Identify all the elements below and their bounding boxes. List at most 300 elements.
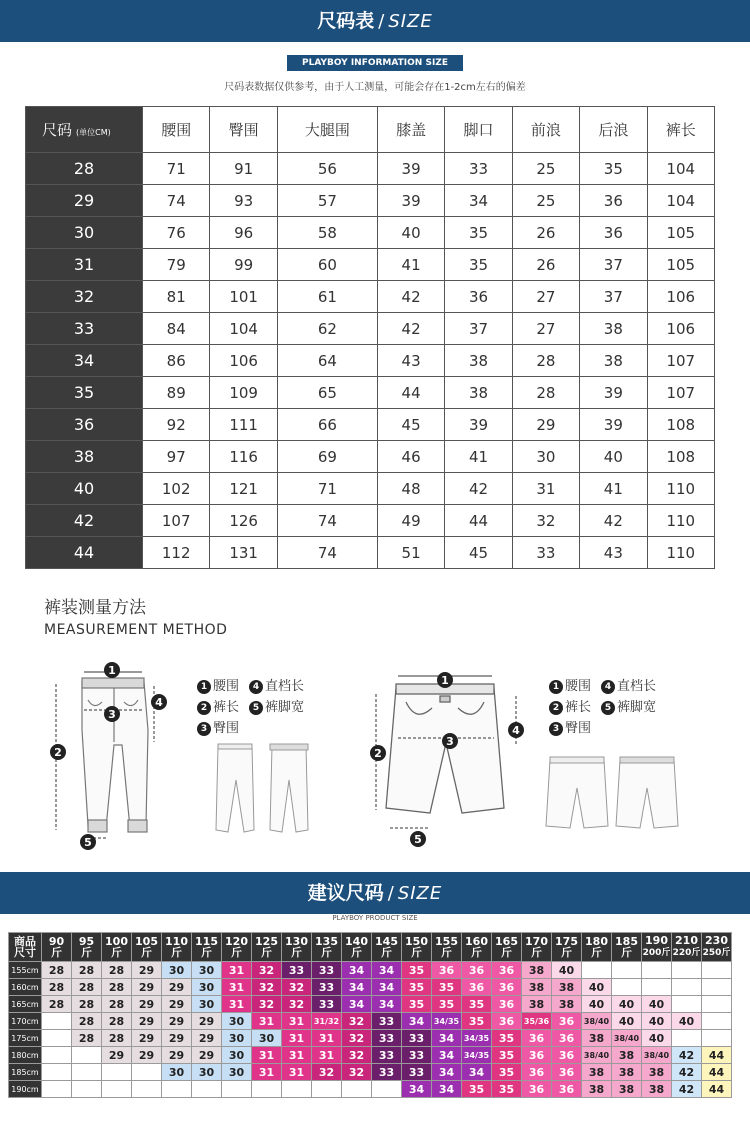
size-cell: 86: [143, 345, 210, 377]
rec-cell: 32: [342, 1030, 372, 1047]
measurement-title: 裤装测量方法: [44, 598, 146, 618]
rec-cell: 33: [372, 1047, 402, 1064]
rec-cell: [672, 962, 702, 979]
size-cell: 37: [580, 249, 647, 281]
marker-1: 1: [108, 664, 116, 677]
height-label: 190cm: [9, 1081, 42, 1098]
weight-value: 100: [105, 935, 128, 948]
legend-rise: 直档长: [265, 679, 305, 694]
table-row: [26, 185, 715, 217]
rec-cell: 36: [522, 1030, 552, 1047]
rec-cell: 38: [642, 1081, 672, 1098]
rec-cell: [222, 1081, 252, 1098]
rec-cell: 29: [132, 962, 162, 979]
weight-unit: 斤: [531, 946, 542, 959]
size-cell: 28: [512, 345, 579, 377]
rec-cell: 40: [582, 979, 612, 996]
size-label: 30: [26, 217, 143, 249]
rec-cell: 38/40: [642, 1047, 672, 1064]
size-header-cell: [26, 107, 143, 153]
size-cell: 41: [377, 249, 444, 281]
size-cell: 35: [445, 249, 512, 281]
size-cell: 37: [445, 313, 512, 345]
table-row: [9, 979, 732, 996]
rec-corner-top: 商品: [14, 935, 36, 948]
weight-unit: 斤: [381, 946, 392, 959]
rec-cell: 38: [522, 962, 552, 979]
rec-cell: 38: [552, 979, 582, 996]
rec-cell: 35: [432, 996, 462, 1013]
table-row: [26, 441, 715, 473]
marker-5: 5: [414, 833, 422, 846]
rec-cell: 40: [612, 1013, 642, 1030]
rec-cell: [672, 979, 702, 996]
table-row: [26, 537, 715, 569]
rec-cell: 33: [402, 1047, 432, 1064]
size-cell: 71: [143, 153, 210, 185]
size-cell: 39: [377, 153, 444, 185]
weight-unit: 斤: [621, 946, 632, 959]
banner-separator: /: [387, 883, 394, 904]
rec-cell: 38: [642, 1064, 672, 1081]
size-cell: 38: [580, 313, 647, 345]
size-label: 28: [26, 153, 143, 185]
rec-cell: 35: [492, 1081, 522, 1098]
rec-cell: 31/32: [312, 1013, 342, 1030]
rec-cell: 36: [462, 979, 492, 996]
legend-length: 裤长: [565, 700, 592, 715]
size-cell: 43: [580, 537, 647, 569]
rec-cell: 29: [162, 1047, 192, 1064]
trousers-sketch: [208, 740, 328, 840]
height-label: 165cm: [9, 996, 42, 1013]
rec-header-row: [9, 933, 732, 962]
size-cell: 102: [143, 473, 210, 505]
size-label: 36: [26, 409, 143, 441]
height-label: 170cm: [9, 1013, 42, 1030]
size-cell: 57: [277, 185, 377, 217]
rec-cell: 36: [552, 1064, 582, 1081]
size-cell: 49: [377, 505, 444, 537]
rec-cell: [372, 1081, 402, 1098]
size-label: 33: [26, 313, 143, 345]
shorts-diagram: [366, 668, 531, 848]
size-table: [25, 106, 715, 569]
rec-cell: 38: [582, 1064, 612, 1081]
rec-cell: 30: [222, 1013, 252, 1030]
table-row: [9, 1047, 732, 1064]
size-label: 40: [26, 473, 143, 505]
size-cell: 104: [647, 185, 714, 217]
size-cell: 33: [445, 153, 512, 185]
size-col-header: 臀围: [210, 107, 277, 153]
rec-cell: [42, 1030, 72, 1047]
shorts-legend: [549, 675, 656, 738]
rec-cell: 36: [552, 1081, 582, 1098]
rec-cell: 38: [582, 1081, 612, 1098]
rec-cell: 29: [192, 1047, 222, 1064]
rec-cell: 32: [282, 996, 312, 1013]
rec-cell: 36: [492, 979, 522, 996]
rec-cell: 29: [162, 979, 192, 996]
weight-header: [432, 933, 462, 962]
rec-cell: 34: [432, 1081, 462, 1098]
size-cell: 25: [512, 185, 579, 217]
size-cell: 64: [277, 345, 377, 377]
size-cell: 33: [512, 537, 579, 569]
rec-cell: 32: [252, 979, 282, 996]
weight-value: 165: [495, 935, 518, 948]
rec-cell: [72, 1047, 102, 1064]
weight-value: 135: [315, 935, 338, 948]
size-cell: 39: [377, 185, 444, 217]
table-row: [26, 281, 715, 313]
table-row: [9, 1081, 732, 1098]
rec-cell: 31: [252, 1047, 282, 1064]
weight-unit: 斤: [441, 946, 452, 959]
weight-value: 105: [135, 935, 158, 948]
rec-cell: 29: [132, 979, 162, 996]
rec-cell: 34: [402, 1081, 432, 1098]
rec-cell: 29: [132, 996, 162, 1013]
size-cell: 28: [512, 377, 579, 409]
weight-header: [582, 933, 612, 962]
rec-cell: [102, 1081, 132, 1098]
rec-cell: [282, 1081, 312, 1098]
rec-cell: 31: [282, 1064, 312, 1081]
rec-cell: 28: [102, 1030, 132, 1047]
rec-cell: 36: [522, 1081, 552, 1098]
rec-cell: [342, 1081, 372, 1098]
weight-value: 150: [405, 935, 428, 948]
size-cell: 56: [277, 153, 377, 185]
size-cell: 79: [143, 249, 210, 281]
size-cell: 107: [647, 377, 714, 409]
weight-header: [222, 933, 252, 962]
size-cell: 30: [512, 441, 579, 473]
size-cell: 126: [210, 505, 277, 537]
size-label: 35: [26, 377, 143, 409]
rec-cell: 38/40: [582, 1047, 612, 1064]
rec-cell: 31: [252, 1064, 282, 1081]
marker-4: 4: [155, 696, 163, 709]
rec-cell: 35: [402, 962, 432, 979]
shorts-sketch: [544, 752, 684, 832]
banner-title-en: SIZE: [397, 883, 443, 904]
rec-cell: [102, 1064, 132, 1081]
rec-cell: [612, 962, 642, 979]
rec-cell: 28: [102, 996, 132, 1013]
size-cell: 35: [445, 217, 512, 249]
trousers-legend: [197, 675, 304, 738]
size-cell: 48: [377, 473, 444, 505]
size-cell: 110: [647, 473, 714, 505]
rec-cell: 38: [612, 1064, 642, 1081]
size-cell: 40: [580, 441, 647, 473]
size-label: 38: [26, 441, 143, 473]
weight-value: 155: [435, 935, 458, 948]
size-cell: 69: [277, 441, 377, 473]
rec-cell: 33: [372, 1030, 402, 1047]
rec-cell: 36: [552, 1030, 582, 1047]
rec-cell: 31: [312, 1047, 342, 1064]
rec-cell: 36: [492, 1013, 522, 1030]
table-row: [26, 345, 715, 377]
size-cell: 38: [580, 345, 647, 377]
banner-title-en: SIZE: [388, 11, 433, 32]
weight-value: 125: [255, 935, 278, 948]
table-row: [26, 153, 715, 185]
table-row: [9, 962, 732, 979]
weight-header: [522, 933, 552, 962]
weight-value: 180: [585, 935, 608, 948]
size-cell: 105: [647, 249, 714, 281]
size-cell: 99: [210, 249, 277, 281]
weight-header: [642, 933, 672, 962]
rec-cell: 35: [432, 979, 462, 996]
rec-cell: 38: [612, 1081, 642, 1098]
rec-cell: [72, 1064, 102, 1081]
size-col-header: 脚口: [445, 107, 512, 153]
legend-num: 2: [197, 701, 211, 715]
rec-cell: 34: [372, 979, 402, 996]
rec-cell: 35: [492, 1030, 522, 1047]
rec-cell: [312, 1081, 342, 1098]
rec-cell: [42, 1047, 72, 1064]
legend-hip: 臀围: [213, 721, 240, 736]
rec-cell: 36: [462, 962, 492, 979]
weight-header: [192, 933, 222, 962]
size-header-label: 尺码: [42, 121, 73, 139]
rec-cell: 28: [102, 962, 132, 979]
size-cell: 106: [647, 313, 714, 345]
rec-cell: [702, 996, 732, 1013]
rec-cell: [192, 1081, 222, 1098]
rec-corner: [9, 933, 42, 962]
size-col-header: 前浪: [512, 107, 579, 153]
size-col-header: 腰围: [143, 107, 210, 153]
size-cell: 36: [580, 217, 647, 249]
weight-unit: 斤: [321, 946, 332, 959]
rec-cell: 31: [222, 962, 252, 979]
size-cell: 76: [143, 217, 210, 249]
rec-cell: [642, 979, 672, 996]
table-row: [9, 1064, 732, 1081]
rec-cell: 35/36: [522, 1013, 552, 1030]
table-row: [9, 996, 732, 1013]
table-row: [26, 505, 715, 537]
weight-unit: 斤: [471, 946, 482, 959]
rec-cell: 42: [672, 1064, 702, 1081]
size-cell: 46: [377, 441, 444, 473]
rec-cell: [72, 1081, 102, 1098]
legend-waist: 腰围: [213, 679, 240, 694]
marker-3: 3: [446, 735, 454, 748]
rec-cell: 33: [372, 1064, 402, 1081]
rec-cell: 42: [672, 1081, 702, 1098]
rec-cell: 28: [42, 996, 72, 1013]
rec-cell: 33: [402, 1030, 432, 1047]
rec-cell: 30: [222, 1030, 252, 1047]
weight-header: [282, 933, 312, 962]
banner-separator: /: [378, 11, 385, 32]
rec-cell: 38: [612, 1047, 642, 1064]
weight-value: 185: [615, 935, 638, 948]
size-cell: 45: [445, 537, 512, 569]
rec-cell: 29: [162, 996, 192, 1013]
size-cell: 42: [377, 313, 444, 345]
size-cell: 26: [512, 217, 579, 249]
size-cell: 104: [210, 313, 277, 345]
size-cell: 43: [377, 345, 444, 377]
rec-cell: [702, 979, 732, 996]
rec-subtitle: PLAYBOY PRODUCT SIZE: [332, 914, 418, 922]
weight-header: [552, 933, 582, 962]
size-cell: 108: [647, 441, 714, 473]
rec-cell: 36: [432, 962, 462, 979]
weight-header: [102, 933, 132, 962]
size-cell: 109: [210, 377, 277, 409]
rec-cell: 34: [432, 1064, 462, 1081]
rec-cell: [702, 1013, 732, 1030]
height-label: 185cm: [9, 1064, 42, 1081]
size-cell: 27: [512, 281, 579, 313]
rec-cell: 33: [312, 996, 342, 1013]
weight-value: 130: [285, 935, 308, 948]
size-cell: 110: [647, 537, 714, 569]
weight-unit: 斤: [501, 946, 512, 959]
banner-title: 建议尺码: [307, 882, 384, 904]
size-cell: 111: [210, 409, 277, 441]
rec-cell: 35: [462, 1081, 492, 1098]
legend-num: 3: [549, 722, 563, 736]
weight-header: [42, 933, 72, 962]
rec-cell: 34/35: [432, 1013, 462, 1030]
rec-cell: 28: [72, 962, 102, 979]
rec-cell: 44: [702, 1064, 732, 1081]
weight-header: [72, 933, 102, 962]
rec-cell: 31: [282, 1047, 312, 1064]
measurement-note: 尺码表数据仅供参考，由于人工测量，可能会存在1-2cm左右的偏差: [224, 82, 526, 93]
table-row: [9, 1013, 732, 1030]
rec-cell: 28: [102, 1013, 132, 1030]
size-cell: 107: [647, 345, 714, 377]
rec-cell: 29: [192, 1013, 222, 1030]
rec-cell: 44: [702, 1081, 732, 1098]
weight-unit: 斤: [411, 946, 422, 959]
marker-3: 3: [108, 708, 116, 721]
rec-cell: 29: [132, 1013, 162, 1030]
rec-cell: 40: [582, 996, 612, 1013]
rec-cell: 40: [642, 1013, 672, 1030]
recommend-table: [8, 932, 732, 1098]
size-cell: 44: [377, 377, 444, 409]
weight-header: [402, 933, 432, 962]
size-cell: 58: [277, 217, 377, 249]
rec-cell: 38/40: [582, 1013, 612, 1030]
weight-header: [312, 933, 342, 962]
rec-cell: 30: [252, 1030, 282, 1047]
weight-value: 175: [555, 935, 578, 948]
rec-cell: 34: [402, 1013, 432, 1030]
size-col-header: 裤长: [647, 107, 714, 153]
rec-cell: 28: [42, 962, 72, 979]
rec-cell: 29: [162, 1013, 192, 1030]
weight-header: [492, 933, 522, 962]
size-cell: 45: [377, 409, 444, 441]
recommend-banner: [0, 872, 750, 914]
size-cell: 106: [210, 345, 277, 377]
table-row: [26, 409, 715, 441]
weight-unit: 斤: [201, 946, 212, 959]
legend-num: 2: [549, 701, 563, 715]
rec-cell: 35: [492, 1064, 522, 1081]
size-cell: 31: [512, 473, 579, 505]
weight-unit: 斤: [261, 946, 272, 959]
rec-cell: 28: [72, 1013, 102, 1030]
legend-num: 1: [549, 680, 563, 694]
size-cell: 39: [445, 409, 512, 441]
size-cell: 62: [277, 313, 377, 345]
weight-header: [372, 933, 402, 962]
legend-hem: 裤脚宽: [617, 700, 657, 715]
size-cell: 66: [277, 409, 377, 441]
legend-num: 3: [197, 722, 211, 736]
marker-4: 4: [512, 724, 520, 737]
rec-cell: 40: [642, 1030, 672, 1047]
size-cell: 39: [580, 377, 647, 409]
rec-cell: 31: [312, 1030, 342, 1047]
rec-cell: 34: [372, 962, 402, 979]
rec-cell: 30: [192, 1064, 222, 1081]
height-label: 155cm: [9, 962, 42, 979]
weight-value: 160: [465, 935, 488, 948]
size-cell: 91: [210, 153, 277, 185]
rec-cell: 31: [222, 979, 252, 996]
trousers-diagram: [44, 660, 174, 850]
rec-cell: 30: [192, 996, 222, 1013]
size-cell: 32: [512, 505, 579, 537]
rec-cell: 34: [342, 979, 372, 996]
rec-cell: [132, 1064, 162, 1081]
size-cell: 35: [580, 153, 647, 185]
rec-cell: 28: [102, 979, 132, 996]
rec-cell: 38: [582, 1030, 612, 1047]
size-cell: 81: [143, 281, 210, 313]
size-cell: 74: [143, 185, 210, 217]
size-col-header: 大腿围: [277, 107, 377, 153]
weight-unit: 220斤: [672, 948, 701, 958]
weight-header: [132, 933, 162, 962]
size-cell: 116: [210, 441, 277, 473]
rec-cell: 34: [432, 1047, 462, 1064]
size-cell: 42: [580, 505, 647, 537]
rec-cell: [672, 996, 702, 1013]
weight-header: [612, 933, 642, 962]
marker-2: 2: [54, 746, 62, 759]
table-row: [26, 313, 715, 345]
rec-cell: 40: [552, 962, 582, 979]
weight-header: [702, 933, 732, 962]
legend-hem: 裤脚宽: [265, 700, 305, 715]
weight-value: 120: [225, 935, 248, 948]
size-label: 42: [26, 505, 143, 537]
rec-cell: 35: [492, 1047, 522, 1064]
rec-cell: 32: [342, 1013, 372, 1030]
weight-unit: 斤: [351, 946, 362, 959]
rec-cell: 36: [492, 962, 522, 979]
rec-cell: 29: [132, 1030, 162, 1047]
